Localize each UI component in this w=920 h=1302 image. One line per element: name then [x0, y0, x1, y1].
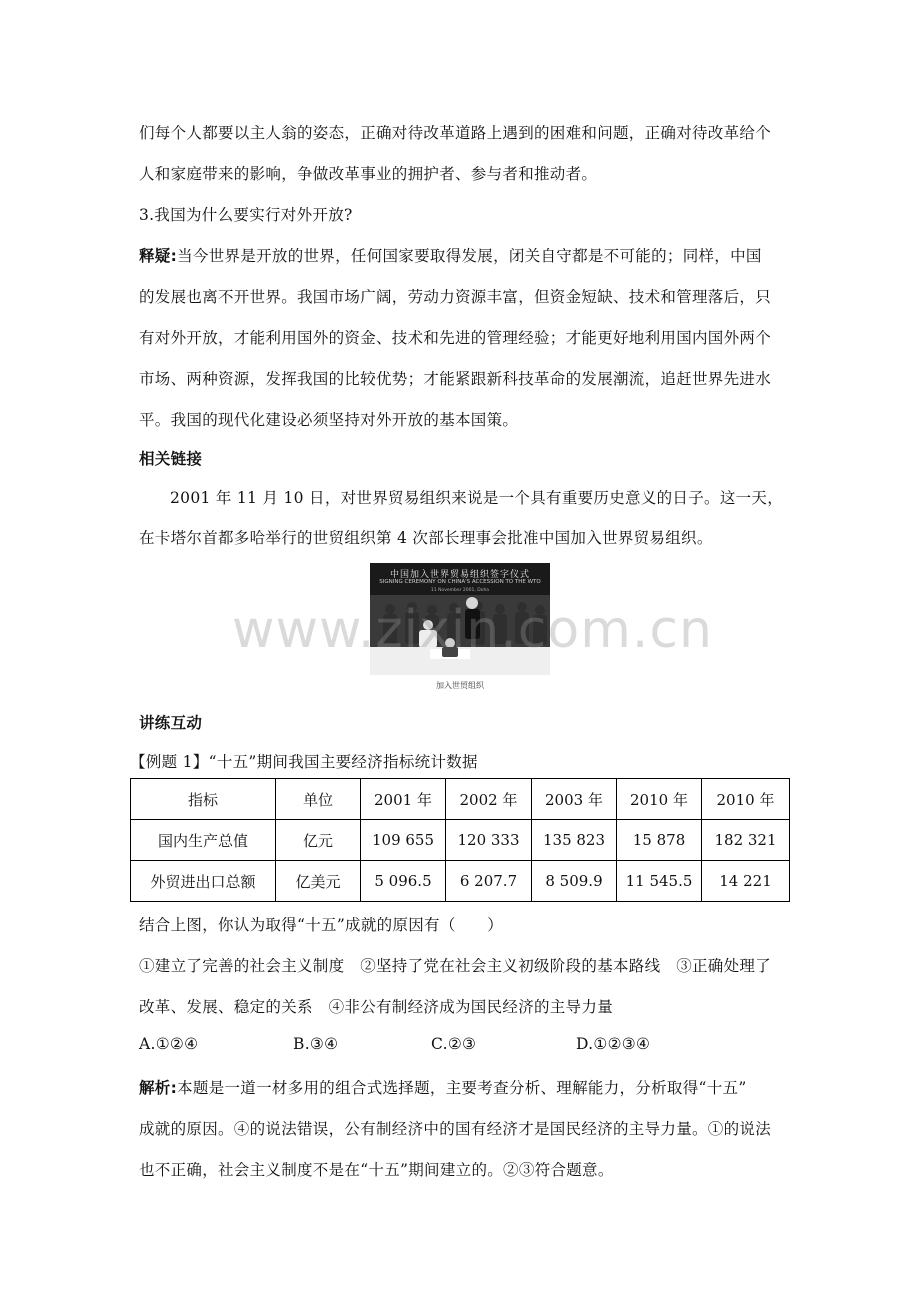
analysis-line: 也不正确，社会主义制度不是在“十五”期间建立的。②③符合题意。 [139, 1161, 614, 1179]
answer-label: 释疑: [139, 247, 178, 265]
table-header-cell: 2010 年 [702, 779, 790, 820]
table-cell: 6 207.7 [446, 861, 532, 902]
answer-line [139, 244, 762, 266]
table-row [131, 861, 790, 902]
question-options-line: 改革、发展、稳定的关系 ④非公有制经济成为国民经济的主导力量 [139, 998, 614, 1016]
related-line: 在卡塔尔首都多哈举行的世贸组织第 4 次部长理事会批准中国加入世界贸易组织。 [139, 529, 713, 547]
paragraph-line: 人和家庭带来的影响，争做改革事业的拥护者、参与者和推动者。 [139, 165, 598, 183]
section-heading-related: 相关链接 [139, 450, 203, 468]
analysis-label: 解析: [139, 1079, 178, 1097]
choice-a: A.①②④ [139, 1035, 199, 1053]
table-cell: 5 096.5 [361, 861, 446, 902]
table-header-cell: 单位 [276, 779, 361, 820]
choice-b: B.③④ [293, 1035, 339, 1053]
choice-d: D.①②③④ [576, 1035, 651, 1053]
table-cell: 8 509.9 [532, 861, 617, 902]
table-cell: 120 333 [446, 820, 532, 861]
photo-subtitle: SIGNING CEREMONY ON CHINA'S ACCESSION TO THE WTO [379, 579, 541, 585]
table-header-cell: 2002 年 [446, 779, 532, 820]
photo-caption: 加入世贸组织 [436, 681, 484, 690]
table-cell: 国内生产总值 [131, 820, 276, 861]
answer-line: 市场、两种资源，发挥我国的比较优势；才能紧跟新科技革命的发展潮流，追赶世界先进水 [139, 370, 772, 388]
analysis-text: 本题是一道一材多用的组合式选择题，主要考查分析、理解能力，分析取得“十五” [177, 1079, 747, 1097]
question-3: 3.我国为什么要实行对外开放? [139, 206, 353, 224]
table-cell: 11 545.5 [617, 861, 702, 902]
paragraph-line: 们每个人都要以主人翁的姿态，正确对待改革道路上遇到的困难和问题，正确对待改革给个 [139, 124, 772, 142]
analysis-line [139, 1076, 747, 1098]
photo-title: 中国加入世界贸易组织签字仪式 [389, 570, 530, 580]
table-cell: 109 655 [361, 820, 446, 861]
choice-c: C.②③ [431, 1035, 477, 1053]
table-cell: 15 878 [617, 820, 702, 861]
watermark: www.zixin.com.cn [232, 600, 713, 660]
photo-date: 11 November 2001, Doha [430, 588, 490, 593]
table-cell: 外贸进出口总额 [131, 861, 276, 902]
table-header-row [131, 779, 790, 820]
example-title: 【例题 1】“十五”期间我国主要经济指标统计数据 [130, 753, 478, 771]
table-row [131, 820, 790, 861]
table-header-cell: 2010 年 [617, 779, 702, 820]
table-header-cell: 2001 年 [361, 779, 446, 820]
table-header-cell: 2003 年 [532, 779, 617, 820]
analysis-line: 成就的原因。④的说法错误，公有制经济中的国有经济才是国民经济的主导力量。①的说法 [139, 1120, 772, 1138]
related-line: 2001 年 11 月 10 日，对世界贸易组织来说是一个具有重要历史意义的日子。这一天， [170, 489, 784, 507]
economic-indicators-table [130, 778, 790, 902]
section-heading-practice: 讲练互动 [139, 714, 203, 732]
table-cell: 135 823 [532, 820, 617, 861]
answer-line: 平。我国的现代化建设必须坚持对外开放的基本国策。 [139, 411, 519, 429]
table-cell: 182 321 [702, 820, 790, 861]
answer-line: 有对外开放，才能利用国外的资金、技术和先进的管理经验；才能更好地利用国内国外两个 [139, 329, 772, 347]
table-header-cell: 指标 [131, 779, 276, 820]
question-stem: 结合上图，你认为取得“十五”成就的原因有（ ） [139, 916, 504, 934]
answer-line: 的发展也离不开世界。我国市场广阔，劳动力资源丰富，但资金短缺、技术和管理落后，只 [139, 288, 772, 306]
table-cell: 14 221 [702, 861, 790, 902]
question-options-line: ①建立了完善的社会主义制度 ②坚持了党在社会主义初级阶段的基本路线 ③正确处理了 [139, 957, 772, 975]
answer-text: 当今世界是开放的世界，任何国家要取得发展，闭关自守都是不可能的；同样，中国 [177, 247, 762, 265]
table-cell: 亿元 [276, 820, 361, 861]
table-cell: 亿美元 [276, 861, 361, 902]
